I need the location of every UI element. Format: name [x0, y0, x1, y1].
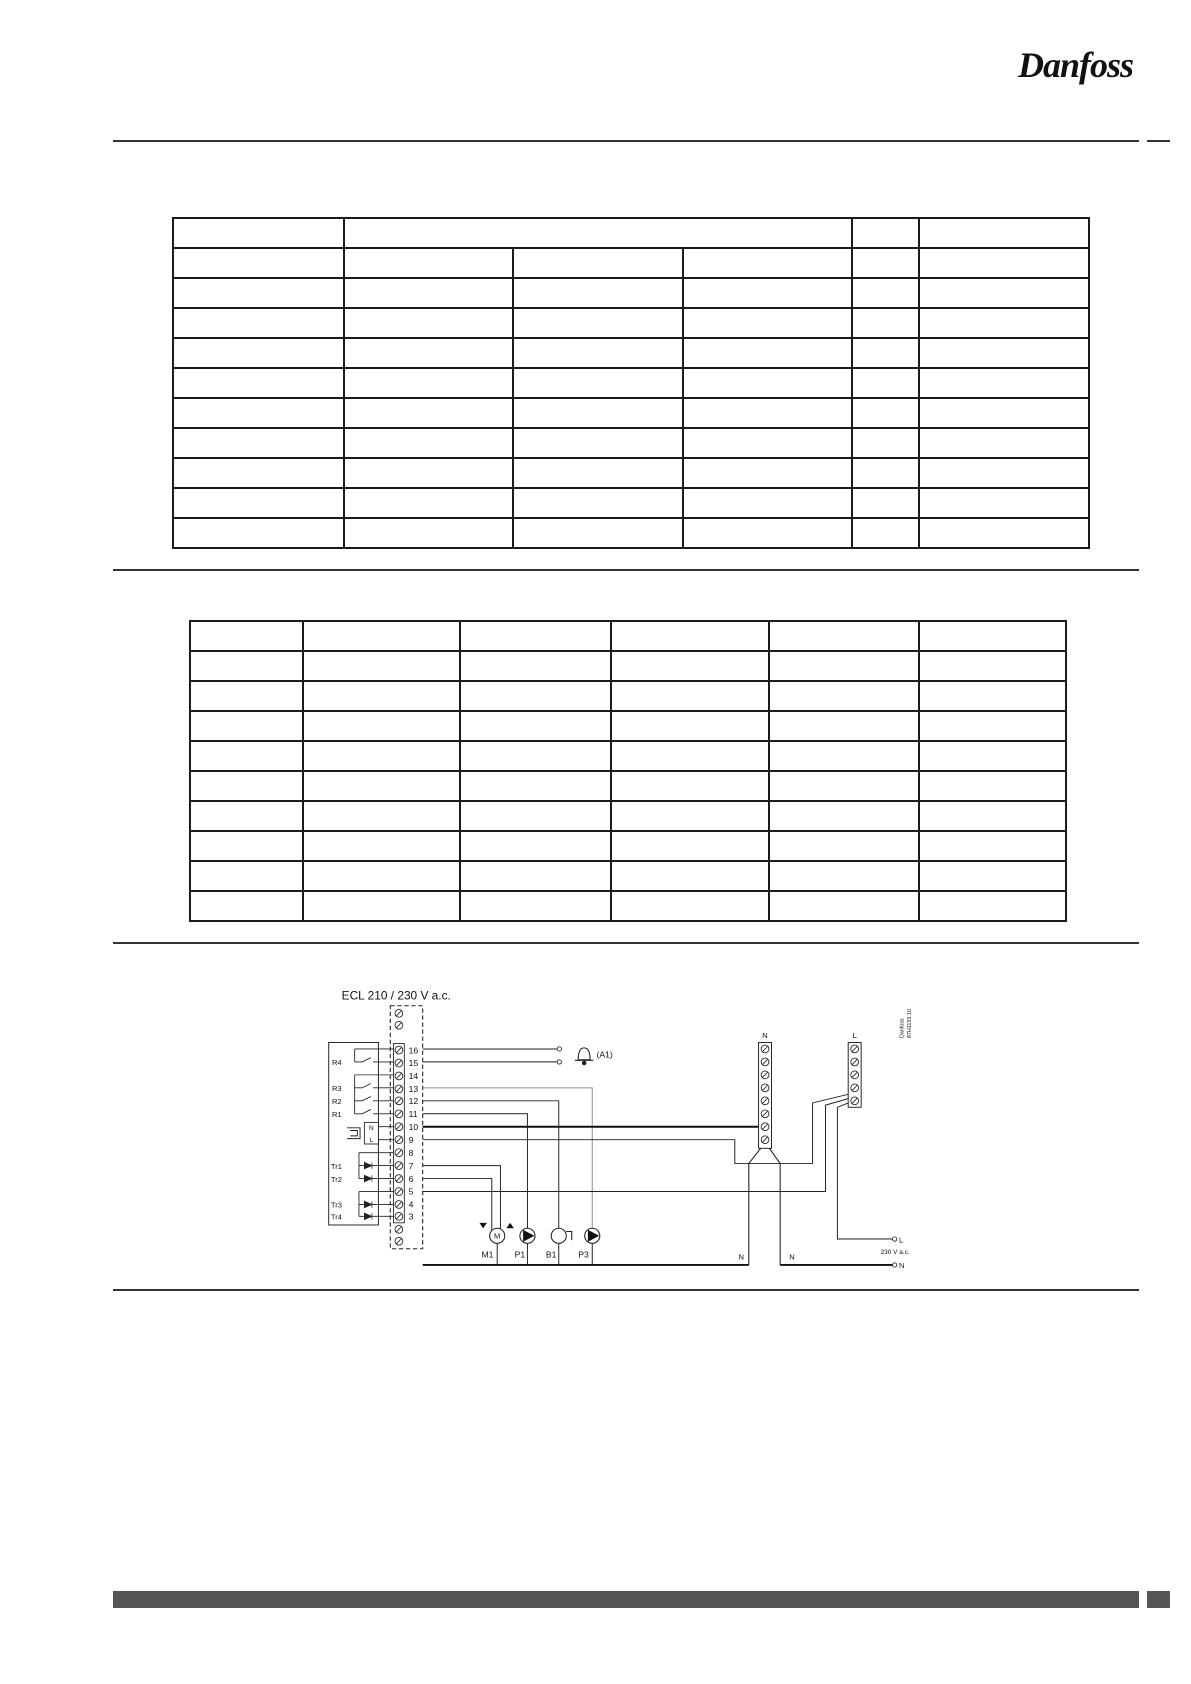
table-cell	[611, 741, 769, 771]
terminal-number: 5	[408, 1187, 413, 1198]
spare-terminal-screw	[395, 1238, 403, 1246]
wire-terminal-7	[422, 1166, 500, 1230]
triac-symbols	[364, 1163, 372, 1220]
footer-bar	[113, 1591, 1139, 1608]
table-cell	[919, 338, 1089, 368]
motor-symbol-letter: M	[493, 1231, 500, 1241]
table-row	[173, 278, 1089, 308]
table-cell	[919, 398, 1089, 428]
table-cell	[919, 741, 1066, 771]
table-cell	[919, 681, 1066, 711]
table-cell	[303, 711, 460, 741]
table-cell	[460, 681, 611, 711]
table-cell	[919, 458, 1089, 488]
table-cell	[852, 218, 919, 248]
table-row	[173, 338, 1089, 368]
table-cell	[852, 398, 919, 428]
table-cell	[344, 398, 513, 428]
mains-voltage-label: 230 V a.c.	[880, 1249, 910, 1257]
table-cell	[919, 518, 1089, 548]
component-label-p1: P1	[514, 1249, 525, 1260]
table-row	[190, 711, 1066, 741]
table-cell	[769, 711, 919, 741]
table-cell	[683, 308, 852, 338]
table-row	[190, 831, 1066, 861]
burner-b1-symbol	[551, 1229, 566, 1244]
table-cell	[769, 891, 919, 921]
neutral-wire-label-left: N	[738, 1252, 744, 1262]
triac-label-tr2: Tr2	[330, 1175, 342, 1185]
table-cell	[919, 891, 1066, 921]
line-bus-screw	[850, 1058, 858, 1066]
table-cell	[190, 891, 303, 921]
table-cell	[769, 681, 919, 711]
danfoss-logo: Danfoss	[1018, 45, 1134, 85]
neutral-bus-feed	[748, 1149, 779, 1266]
table-cell	[611, 861, 769, 891]
table-cell	[852, 248, 919, 278]
data-table-2	[189, 620, 1067, 922]
spare-terminal-screw	[395, 1022, 403, 1030]
table-cell	[513, 488, 683, 518]
table-cell	[919, 831, 1066, 861]
table-cell	[611, 621, 769, 651]
triac-label-tr3: Tr3	[330, 1201, 342, 1211]
table-cell	[919, 248, 1089, 278]
table-cell	[919, 801, 1066, 831]
table-row	[190, 861, 1066, 891]
terminal-screw	[395, 1046, 403, 1054]
table-cell	[303, 681, 460, 711]
data-table-1	[172, 217, 1090, 549]
neutral-bus-screw	[761, 1123, 769, 1131]
table-cell	[344, 308, 513, 338]
table-cell	[344, 248, 513, 278]
relay-label-r3: R3	[331, 1084, 342, 1094]
table-cell	[303, 741, 460, 771]
line-bus-screw	[850, 1045, 858, 1053]
triac-label-tr1: Tr1	[330, 1162, 342, 1172]
table-cell	[190, 771, 303, 801]
relay-label-r1: R1	[331, 1110, 342, 1120]
supply-l-label: L	[369, 1137, 373, 1145]
mains-l-terminal	[892, 1237, 896, 1241]
table-cell	[460, 831, 611, 861]
terminal-screw	[395, 1201, 403, 1209]
table-cell	[611, 831, 769, 861]
table-cell	[173, 338, 344, 368]
terminal-screw	[395, 1123, 403, 1131]
component-label-m1: M1	[480, 1249, 493, 1260]
table-cell	[769, 741, 919, 771]
table-cell	[769, 831, 919, 861]
table-row	[190, 651, 1066, 681]
table-cell	[344, 518, 513, 548]
table-row	[173, 398, 1089, 428]
table-cell	[611, 651, 769, 681]
table-cell	[190, 711, 303, 741]
table-cell	[460, 771, 611, 801]
table-cell	[919, 711, 1066, 741]
table-row	[173, 428, 1089, 458]
table-cell	[919, 428, 1089, 458]
table-row	[173, 218, 1089, 248]
supply-n-label: N	[368, 1125, 374, 1133]
table-cell	[611, 711, 769, 741]
terminal-screw	[395, 1188, 403, 1196]
terminal-number: 16	[408, 1045, 418, 1056]
neutral-bus-screw	[761, 1136, 769, 1144]
relay-r4-contact	[354, 1049, 378, 1062]
section-divider	[113, 942, 1139, 944]
table-cell	[683, 428, 852, 458]
neutral-bus-screw	[761, 1045, 769, 1053]
table-cell	[919, 278, 1089, 308]
table-cell	[683, 488, 852, 518]
terminal-strip	[393, 1044, 404, 1223]
terminal-number: 10	[408, 1122, 418, 1133]
table-cell	[303, 621, 460, 651]
table-cell	[460, 711, 611, 741]
neutral-bus-screw	[761, 1110, 769, 1118]
table-cell	[611, 771, 769, 801]
table-cell	[513, 518, 683, 548]
table-cell	[919, 308, 1089, 338]
table-cell	[173, 488, 344, 518]
table-cell	[460, 861, 611, 891]
table-cell	[513, 308, 683, 338]
drawing-ref-number: 87H1155.10	[906, 1009, 913, 1039]
relay-label-r4: R4	[331, 1058, 342, 1068]
table-cell	[513, 428, 683, 458]
table-cell	[460, 621, 611, 651]
table-cell	[611, 681, 769, 711]
table-cell	[173, 368, 344, 398]
table-row	[190, 801, 1066, 831]
spare-terminal-screw	[395, 1226, 403, 1234]
table-cell	[611, 801, 769, 831]
table-cell	[769, 801, 919, 831]
table-cell	[173, 278, 344, 308]
terminal-screw	[395, 1136, 403, 1144]
neutral-bus-screw	[761, 1097, 769, 1105]
table-cell	[344, 428, 513, 458]
neutral-bus-screw	[761, 1058, 769, 1066]
table-cell	[173, 458, 344, 488]
neutral-wire-label-right: N	[788, 1252, 795, 1262]
table-cell	[344, 218, 852, 248]
table-row	[190, 741, 1066, 771]
table-cell	[344, 488, 513, 518]
table-cell	[173, 248, 344, 278]
table-cell	[190, 621, 303, 651]
neutral-bus-screw	[761, 1084, 769, 1092]
line-supply-wire	[837, 1103, 892, 1239]
table-cell	[852, 518, 919, 548]
table-row	[173, 248, 1089, 278]
terminal-screw	[395, 1059, 403, 1067]
terminal-number: 8	[408, 1148, 413, 1159]
table-cell	[611, 891, 769, 921]
table-row	[173, 458, 1089, 488]
table-cell	[303, 771, 460, 801]
line-bus-screw	[850, 1084, 858, 1092]
table-cell	[173, 428, 344, 458]
table-cell	[683, 248, 852, 278]
table-cell	[303, 891, 460, 921]
alarm-label: (A1)	[596, 1049, 613, 1060]
wiring-diagram	[319, 982, 940, 1279]
table-cell	[919, 621, 1066, 651]
relay-label-r2: R2	[331, 1097, 342, 1107]
supply-transformer-symbol	[347, 1128, 360, 1139]
table-cell	[919, 488, 1089, 518]
table-cell	[460, 651, 611, 681]
valve-close-arrow-icon	[479, 1223, 487, 1228]
wire-terminal-5	[422, 1099, 848, 1192]
table-cell	[190, 681, 303, 711]
terminal-screw	[395, 1072, 403, 1080]
table-cell	[513, 248, 683, 278]
table-cell	[513, 338, 683, 368]
neutral-bus-label: N	[761, 1031, 768, 1041]
table-cell	[919, 651, 1066, 681]
table-row	[173, 308, 1089, 338]
terminal-number: 3	[408, 1211, 413, 1222]
table-cell	[852, 488, 919, 518]
table-cell	[683, 458, 852, 488]
terminal-screw	[395, 1110, 403, 1118]
table-cell	[190, 801, 303, 831]
table-cell	[852, 458, 919, 488]
relay-contacts-r1-r3	[354, 1075, 378, 1114]
table-row	[190, 771, 1066, 801]
alarm-terminal-16	[557, 1047, 561, 1051]
alarm-terminal-15	[557, 1060, 561, 1064]
terminal-screw	[395, 1097, 403, 1105]
burner-b1-icon	[566, 1232, 571, 1241]
wire-terminal-13	[422, 1088, 592, 1228]
table-row	[173, 488, 1089, 518]
component-label-b1: B1	[545, 1249, 556, 1260]
terminal-screw	[395, 1149, 403, 1157]
table-cell	[344, 338, 513, 368]
table-cell	[852, 368, 919, 398]
table-cell	[344, 458, 513, 488]
table-cell	[303, 651, 460, 681]
wire-terminal-12	[422, 1101, 558, 1228]
neutral-bus-screw	[761, 1071, 769, 1079]
spare-terminal-screw	[395, 1010, 403, 1018]
table-cell	[460, 891, 611, 921]
terminal-screw	[395, 1162, 403, 1170]
table-cell	[683, 278, 852, 308]
table-cell	[460, 801, 611, 831]
header-rule	[113, 140, 1139, 142]
terminal-number: 15	[408, 1058, 418, 1069]
table-cell	[919, 771, 1066, 801]
mains-l-label: L	[898, 1235, 903, 1245]
table-cell	[919, 368, 1089, 398]
table-row	[190, 621, 1066, 651]
table-cell	[173, 308, 344, 338]
table-cell	[513, 278, 683, 308]
wire-terminal-9	[422, 1095, 848, 1164]
terminal-screw	[395, 1175, 403, 1183]
alarm-bell-icon	[574, 1048, 592, 1065]
terminal-screw	[395, 1213, 403, 1221]
table-cell	[344, 278, 513, 308]
table-cell	[683, 398, 852, 428]
component-label-p3: P3	[577, 1249, 589, 1260]
wire-terminal-11	[422, 1114, 527, 1228]
table-cell	[460, 741, 611, 771]
section-divider	[113, 1289, 1139, 1291]
table-cell	[190, 741, 303, 771]
table-row	[173, 368, 1089, 398]
table-cell	[303, 801, 460, 831]
table-cell	[513, 458, 683, 488]
terminal-number: 14	[408, 1071, 418, 1082]
line-bus-screw	[850, 1071, 858, 1079]
table-cell	[683, 368, 852, 398]
table-cell	[190, 861, 303, 891]
table-cell	[190, 831, 303, 861]
footer-tab	[1147, 1591, 1170, 1608]
terminal-screws	[395, 1010, 418, 1246]
terminal-number: 13	[408, 1084, 418, 1095]
line-bus-label: L	[852, 1031, 857, 1041]
table-cell	[683, 518, 852, 548]
table-cell	[919, 218, 1089, 248]
terminal-screw	[395, 1085, 403, 1093]
mains-n-terminal	[892, 1263, 896, 1267]
header-rule-tab	[1147, 140, 1170, 142]
diagram-title: ECL 210 / 230 V a.c.	[341, 988, 451, 1003]
mains-n-label: N	[898, 1261, 904, 1271]
table-cell	[683, 338, 852, 368]
terminal-number: 6	[408, 1174, 413, 1185]
table-cell	[852, 278, 919, 308]
table-cell	[769, 621, 919, 651]
table-cell	[190, 651, 303, 681]
terminal-number: 9	[408, 1135, 413, 1146]
section-divider	[113, 569, 1139, 571]
table-cell	[852, 308, 919, 338]
internal-connections	[378, 1049, 393, 1216]
table-cell	[173, 398, 344, 428]
table-row	[173, 518, 1089, 548]
table-row	[190, 891, 1066, 921]
wire-terminal-6	[422, 1179, 491, 1231]
terminal-number: 11	[408, 1109, 418, 1120]
triac-label-tr4: Tr4	[330, 1212, 342, 1222]
table-cell	[303, 861, 460, 891]
table-cell	[513, 368, 683, 398]
table-cell	[173, 218, 344, 248]
line-bus-screw	[850, 1097, 858, 1105]
table-cell	[769, 771, 919, 801]
triac-outputs	[358, 1153, 377, 1217]
table-cell	[303, 831, 460, 861]
table-cell	[919, 861, 1066, 891]
terminal-number: 4	[408, 1200, 413, 1211]
table-cell	[852, 338, 919, 368]
table-cell	[769, 861, 919, 891]
table-row	[190, 681, 1066, 711]
table-cell	[344, 368, 513, 398]
terminal-number: 12	[408, 1096, 418, 1107]
table-cell	[513, 398, 683, 428]
valve-open-arrow-icon	[506, 1223, 514, 1228]
drawing-ref-brand: Danfoss	[898, 1018, 905, 1039]
terminal-number: 7	[408, 1161, 413, 1172]
table-cell	[769, 651, 919, 681]
table-cell	[852, 428, 919, 458]
table-cell	[173, 518, 344, 548]
